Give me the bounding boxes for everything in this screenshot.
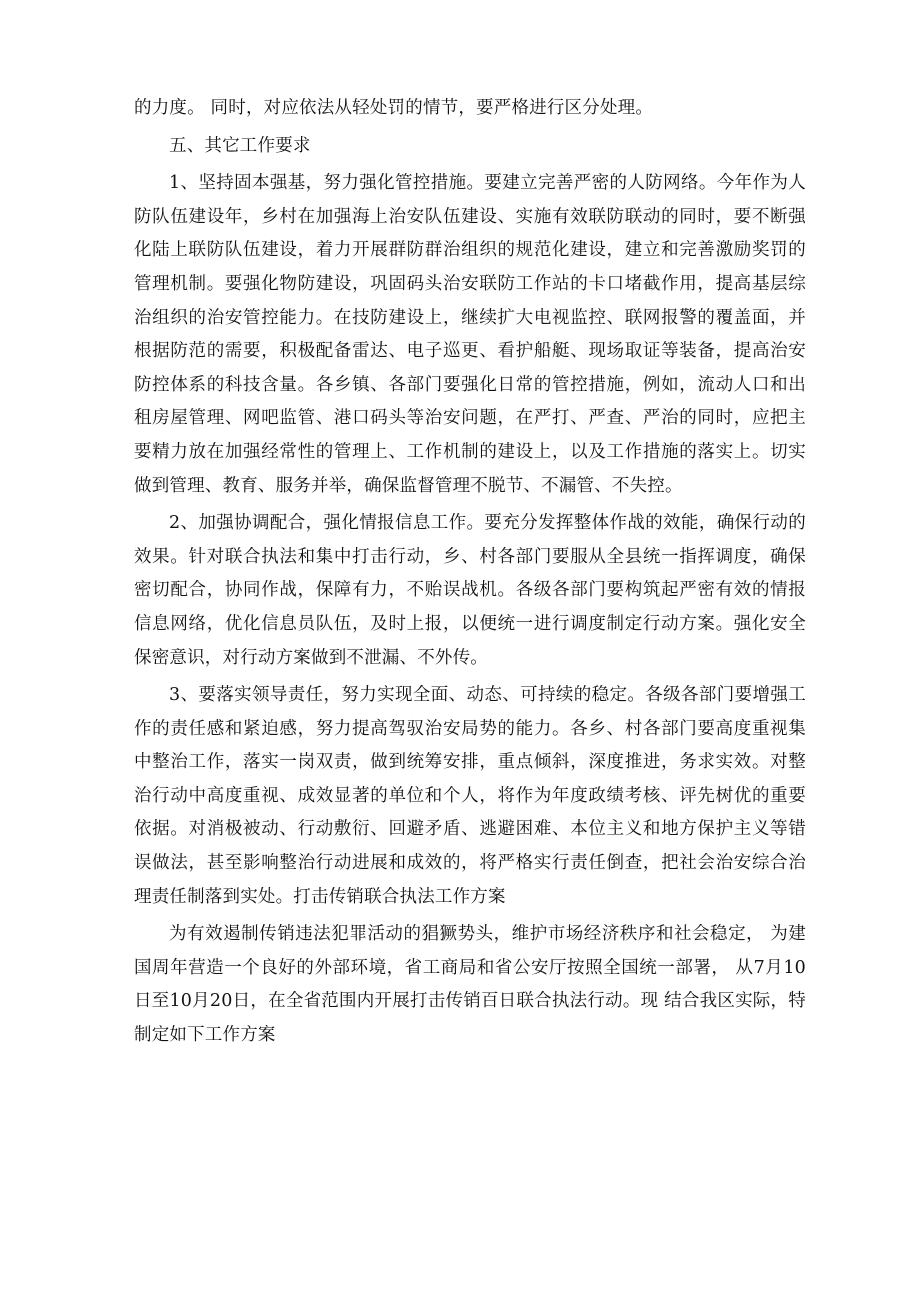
paragraph-item-1: 1、坚持固本强基，努力强化管控措施。要建立完善严密的人防网络。今年作为人防队伍建设年，乡村在加强海上治安队伍建设、实施有效联防联动的同时，要不断强化陆上联防队伍建设，着力开展群防群治组织的规范化建设，建立和完善激励奖罚的管理机制。要强化物防建设，巩固码头治安联防工作站的卡口堵截作用，提高基层综治组织的治安管控能力。在技防建设上，继续扩大电视监控、联网报警的覆盖面，并根据防范的需要，积极配备雷达、电子巡更、看护船艇、现场取证等装备，提高治安防控体系的科技含量。各乡镇、各部门要强化日常的管控措施，例如，流动人口和出租房屋管理、网吧监管、港口码头等治安问题，在严打、严查、严治的同时，应把主要精力放在加强经常性的管理上、工作机制的建设上，以及工作措施的落实上。切实做到管理、教育、服务并举，确保监督管理不脱节、不漏管、不失控。 xyxy=(134,173,806,496)
paragraph-plan-intro: 为有效遏制传销违法犯罪活动的猖獗势头，维护市场经济秩序和社会稳定， 为建国周年营造一个良好的外部环境，省工商局和省公安厅按照全国统一部署， 从7月10日至10月20日，在全省范围内开展打击传销百日联合执法行动。现 结合我区实际，特制定如下工作方案 xyxy=(134,924,806,1046)
document-body xyxy=(134,92,806,1053)
section-heading: 五、其它工作要求 xyxy=(169,135,311,156)
paragraph-continuation: 的力度。 同时，对应依法从轻处罚的情节，要严格进行区分处理。 xyxy=(134,98,654,118)
paragraph-item-2: 2、加强协调配合，强化情报信息工作。要充分发挥整体作战的效能，确保行动的效果。针对联合执法和集中打击行动，乡、村各部门要服从全县统一指挥调度，确保密切配合，协同作战，保障有力，不贻误战机。各级各部门要构筑起严密有效的情报信息网络，优化信息员队伍，及时上报，以便统一进行调度制定行动方案。强化安全保密意识，对行动方案做到不泄漏、不外传。 xyxy=(134,513,806,668)
paragraph-item-3: 3、要落实领导责任，努力实现全面、动态、可持续的稳定。各级各部门要增强工作的责任感和紧迫感，努力提高驾驭治安局势的能力。各乡、村各部门要高度重视集中整治工作，落实一岗双责，做到统筹安排，重点倾斜，深度推进，务求实效。对整治行动中高度重视、成效显著的单位和个人，将作为年度政绩考核、评先树优的重要依据。对消极被动、行动敷衍、回避矛盾、逃避困难、本位主义和地方保护主义等错误做法，甚至影响整治行动进展和成效的，将严格实行责任倒查，把社会治安综合治理责任制落到实处。打击传销联合执法工作方案 xyxy=(134,685,806,907)
